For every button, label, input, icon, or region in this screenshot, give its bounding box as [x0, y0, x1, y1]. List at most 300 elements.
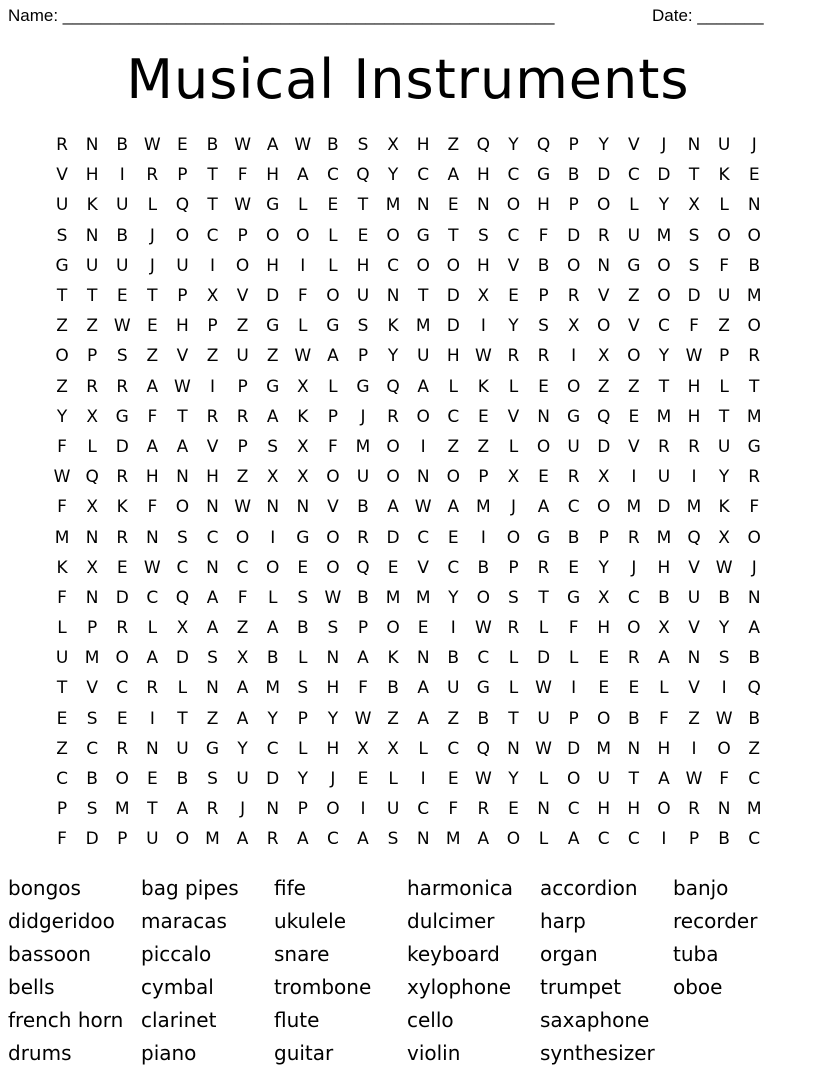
grid-letter[interactable]: Q: [175, 195, 190, 216]
grid-letter[interactable]: N: [747, 587, 761, 608]
grid-letter[interactable]: A: [658, 648, 670, 669]
grid-letter[interactable]: G: [567, 587, 581, 608]
grid-letter[interactable]: O: [175, 829, 190, 850]
grid-letter[interactable]: B: [86, 769, 98, 790]
grid-letter[interactable]: Y: [267, 708, 278, 729]
grid-letter[interactable]: A: [146, 436, 159, 457]
grid-letter[interactable]: R: [477, 799, 490, 820]
grid-letter[interactable]: H: [597, 799, 611, 820]
grid-letter[interactable]: X: [597, 587, 610, 608]
grid-letter[interactable]: A: [206, 587, 219, 608]
grid-letter[interactable]: C: [627, 165, 640, 186]
grid-letter[interactable]: P: [568, 195, 579, 216]
grid-letter[interactable]: A: [296, 165, 309, 186]
grid-letter[interactable]: O: [566, 769, 581, 790]
grid-letter[interactable]: V: [206, 436, 219, 457]
grid-letter[interactable]: X: [86, 557, 98, 578]
grid-letter[interactable]: S: [207, 769, 218, 790]
grid-letter[interactable]: M: [415, 587, 431, 608]
grid-letter[interactable]: H: [476, 165, 490, 186]
grid-letter[interactable]: N: [416, 829, 430, 850]
grid-letter[interactable]: K: [297, 406, 309, 427]
grid-letter[interactable]: T: [177, 708, 188, 729]
grid-letter[interactable]: E: [508, 799, 519, 820]
grid-letter[interactable]: R: [658, 436, 670, 457]
grid-letter[interactable]: F: [57, 587, 67, 608]
grid-letter[interactable]: L: [538, 769, 549, 790]
grid-letter[interactable]: V: [628, 436, 640, 457]
grid-letter[interactable]: S: [327, 618, 339, 639]
grid-letter[interactable]: J: [240, 799, 246, 820]
grid-letter[interactable]: M: [415, 316, 431, 337]
grid-letter[interactable]: W: [474, 346, 492, 367]
grid-letter[interactable]: O: [416, 255, 430, 276]
grid-letter[interactable]: U: [687, 587, 701, 608]
grid-letter[interactable]: B: [357, 497, 369, 518]
grid-letter[interactable]: R: [116, 376, 129, 397]
grid-letter[interactable]: S: [538, 316, 549, 337]
grid-letter[interactable]: R: [688, 799, 700, 820]
grid-letter[interactable]: M: [265, 678, 281, 699]
grid-letter[interactable]: R: [507, 618, 520, 639]
grid-letter[interactable]: N: [717, 799, 731, 820]
grid-letter[interactable]: A: [146, 648, 159, 669]
grid-letter[interactable]: E: [146, 769, 158, 790]
grid-letter[interactable]: X: [658, 618, 670, 639]
grid-letter[interactable]: S: [297, 587, 309, 608]
grid-letter[interactable]: W: [234, 497, 252, 518]
grid-letter[interactable]: E: [297, 557, 309, 578]
grid-letter[interactable]: R: [206, 799, 219, 820]
grid-letter[interactable]: G: [115, 406, 129, 427]
grid-letter[interactable]: K: [387, 648, 399, 669]
grid-letter[interactable]: M: [656, 406, 672, 427]
grid-letter[interactable]: L: [629, 195, 639, 216]
grid-letter[interactable]: Z: [387, 708, 399, 729]
grid-letter[interactable]: W: [474, 769, 492, 790]
grid-letter[interactable]: X: [567, 316, 580, 337]
grid-letter[interactable]: U: [176, 255, 189, 276]
grid-letter[interactable]: O: [476, 587, 491, 608]
grid-letter[interactable]: C: [417, 165, 430, 186]
grid-letter[interactable]: C: [657, 316, 670, 337]
grid-letter[interactable]: Q: [536, 135, 551, 156]
grid-letter[interactable]: I: [270, 527, 276, 548]
grid-letter[interactable]: M: [476, 497, 491, 518]
grid-letter[interactable]: U: [55, 648, 69, 669]
grid-letter[interactable]: X: [206, 286, 219, 307]
grid-letter[interactable]: I: [149, 708, 155, 729]
grid-letter[interactable]: L: [147, 618, 158, 639]
grid-letter[interactable]: D: [386, 527, 400, 548]
grid-letter[interactable]: E: [598, 648, 610, 669]
grid-letter[interactable]: C: [417, 527, 430, 548]
grid-letter[interactable]: Y: [327, 708, 339, 729]
grid-letter[interactable]: C: [206, 225, 219, 246]
grid-letter[interactable]: C: [447, 738, 460, 759]
grid-letter[interactable]: M: [114, 799, 130, 820]
grid-letter[interactable]: W: [715, 708, 733, 729]
grid-letter[interactable]: I: [661, 829, 667, 850]
grid-letter[interactable]: K: [718, 497, 730, 518]
grid-letter[interactable]: L: [388, 769, 398, 790]
grid-letter[interactable]: C: [176, 557, 189, 578]
grid-letter[interactable]: F: [57, 497, 67, 518]
grid-letter[interactable]: P: [297, 799, 308, 820]
grid-letter[interactable]: G: [536, 165, 551, 186]
grid-letter[interactable]: E: [387, 557, 399, 578]
grid-letter[interactable]: Z: [447, 436, 460, 457]
grid-letter[interactable]: U: [657, 467, 671, 488]
grid-letter[interactable]: F: [719, 769, 729, 790]
grid-letter[interactable]: Q: [476, 135, 491, 156]
grid-letter[interactable]: S: [86, 708, 98, 729]
grid-letter[interactable]: G: [266, 195, 280, 216]
grid-letter[interactable]: Z: [206, 708, 219, 729]
grid-letter[interactable]: Z: [56, 738, 68, 759]
grid-letter[interactable]: E: [447, 527, 459, 548]
grid-letter[interactable]: O: [627, 346, 641, 367]
grid-letter[interactable]: X: [236, 648, 249, 669]
grid-letter[interactable]: W: [234, 135, 252, 156]
grid-letter[interactable]: Z: [597, 376, 610, 397]
grid-letter[interactable]: B: [748, 708, 761, 729]
grid-letter[interactable]: E: [508, 286, 519, 307]
grid-letter[interactable]: A: [417, 376, 429, 397]
grid-letter[interactable]: B: [477, 557, 490, 578]
grid-letter[interactable]: A: [357, 648, 369, 669]
grid-letter[interactable]: B: [718, 829, 730, 850]
grid-letter[interactable]: O: [386, 225, 400, 246]
grid-letter[interactable]: I: [571, 678, 577, 699]
grid-letter[interactable]: N: [747, 195, 761, 216]
grid-letter[interactable]: G: [536, 527, 551, 548]
grid-letter[interactable]: U: [537, 708, 550, 729]
grid-letter[interactable]: A: [417, 708, 429, 729]
grid-letter[interactable]: C: [326, 165, 339, 186]
grid-letter[interactable]: N: [386, 286, 400, 307]
grid-letter[interactable]: O: [627, 618, 641, 639]
grid-letter[interactable]: R: [357, 527, 369, 548]
grid-letter[interactable]: V: [688, 618, 700, 639]
grid-letter[interactable]: C: [326, 829, 339, 850]
grid-letter[interactable]: X: [266, 467, 279, 488]
grid-letter[interactable]: V: [327, 497, 339, 518]
grid-letter[interactable]: C: [748, 829, 761, 850]
grid-letter[interactable]: I: [631, 467, 637, 488]
grid-letter[interactable]: O: [326, 799, 340, 820]
grid-letter[interactable]: P: [357, 346, 369, 367]
grid-letter[interactable]: E: [477, 406, 489, 427]
grid-letter[interactable]: L: [328, 255, 338, 276]
grid-letter[interactable]: B: [116, 135, 129, 156]
grid-letter[interactable]: N: [537, 406, 550, 427]
grid-letter[interactable]: S: [387, 829, 399, 850]
grid-letter[interactable]: E: [116, 557, 128, 578]
grid-letter[interactable]: U: [116, 255, 129, 276]
grid-letter[interactable]: M: [656, 527, 672, 548]
grid-letter[interactable]: A: [236, 678, 249, 699]
grid-letter[interactable]: Y: [718, 467, 730, 488]
grid-letter[interactable]: S: [688, 255, 700, 276]
grid-letter[interactable]: B: [266, 648, 279, 669]
grid-letter[interactable]: O: [326, 467, 340, 488]
grid-letter[interactable]: U: [717, 286, 731, 307]
grid-letter[interactable]: K: [387, 316, 399, 337]
grid-letter[interactable]: X: [387, 135, 399, 156]
grid-letter[interactable]: S: [357, 135, 369, 156]
grid-letter[interactable]: A: [477, 829, 490, 850]
grid-letter[interactable]: E: [568, 557, 580, 578]
grid-letter[interactable]: Z: [86, 316, 98, 337]
grid-letter[interactable]: V: [176, 346, 189, 367]
grid-letter[interactable]: M: [385, 195, 401, 216]
grid-letter[interactable]: F: [448, 799, 459, 820]
grid-letter[interactable]: M: [746, 406, 762, 427]
grid-letter[interactable]: T: [56, 286, 68, 307]
grid-letter[interactable]: X: [86, 497, 98, 518]
grid-letter[interactable]: X: [477, 286, 490, 307]
grid-letter[interactable]: L: [57, 618, 67, 639]
grid-letter[interactable]: O: [326, 286, 340, 307]
grid-letter[interactable]: B: [748, 255, 761, 276]
grid-letter[interactable]: X: [86, 406, 98, 427]
grid-letter[interactable]: H: [687, 406, 701, 427]
grid-letter[interactable]: L: [719, 376, 729, 397]
grid-letter[interactable]: A: [236, 829, 249, 850]
grid-letter[interactable]: G: [567, 406, 581, 427]
grid-letter[interactable]: P: [177, 286, 188, 307]
grid-letter[interactable]: O: [566, 255, 581, 276]
grid-letter[interactable]: P: [207, 316, 218, 337]
grid-letter[interactable]: Z: [266, 346, 279, 367]
grid-letter[interactable]: W: [174, 376, 191, 397]
grid-letter[interactable]: C: [507, 165, 520, 186]
grid-letter[interactable]: O: [566, 376, 581, 397]
grid-letter[interactable]: P: [327, 406, 339, 427]
grid-letter[interactable]: Z: [748, 738, 761, 759]
grid-letter[interactable]: P: [87, 346, 98, 367]
grid-letter[interactable]: E: [56, 708, 68, 729]
grid-letter[interactable]: S: [688, 225, 700, 246]
grid-letter[interactable]: T: [177, 406, 188, 427]
grid-letter[interactable]: X: [507, 467, 520, 488]
grid-letter[interactable]: M: [205, 829, 220, 850]
grid-letter[interactable]: V: [688, 557, 700, 578]
grid-letter[interactable]: V: [688, 678, 700, 699]
grid-letter[interactable]: D: [266, 286, 280, 307]
grid-letter[interactable]: O: [747, 225, 761, 246]
grid-letter[interactable]: W: [535, 678, 552, 699]
grid-letter[interactable]: W: [354, 708, 372, 729]
grid-letter[interactable]: X: [597, 467, 610, 488]
grid-letter[interactable]: B: [387, 678, 399, 699]
grid-letter[interactable]: O: [326, 557, 340, 578]
grid-letter[interactable]: S: [116, 346, 128, 367]
grid-letter[interactable]: K: [56, 557, 68, 578]
grid-letter[interactable]: T: [749, 376, 760, 397]
grid-letter[interactable]: G: [326, 316, 340, 337]
grid-letter[interactable]: O: [416, 406, 430, 427]
grid-letter[interactable]: F: [659, 708, 669, 729]
grid-letter[interactable]: L: [508, 376, 519, 397]
grid-letter[interactable]: U: [85, 255, 99, 276]
grid-letter[interactable]: L: [538, 618, 549, 639]
grid-letter[interactable]: M: [84, 648, 100, 669]
grid-letter[interactable]: N: [416, 467, 430, 488]
grid-letter[interactable]: E: [357, 769, 369, 790]
grid-letter[interactable]: L: [267, 587, 278, 608]
grid-letter[interactable]: B: [748, 648, 761, 669]
grid-letter[interactable]: M: [686, 497, 702, 518]
grid-letter[interactable]: R: [537, 346, 550, 367]
grid-letter[interactable]: F: [147, 406, 158, 427]
grid-letter[interactable]: A: [176, 799, 189, 820]
grid-letter[interactable]: H: [446, 346, 460, 367]
grid-letter[interactable]: E: [327, 195, 339, 216]
grid-letter[interactable]: I: [480, 527, 486, 548]
grid-letter[interactable]: L: [298, 738, 308, 759]
grid-letter[interactable]: C: [266, 738, 279, 759]
grid-letter[interactable]: N: [627, 738, 641, 759]
grid-letter[interactable]: V: [628, 135, 640, 156]
grid-letter[interactable]: F: [57, 829, 67, 850]
grid-letter[interactable]: H: [657, 557, 671, 578]
grid-letter[interactable]: L: [448, 376, 458, 397]
grid-letter[interactable]: Q: [747, 678, 761, 699]
grid-letter[interactable]: B: [206, 135, 219, 156]
grid-letter[interactable]: Y: [508, 769, 519, 790]
grid-letter[interactable]: A: [206, 618, 219, 639]
grid-letter[interactable]: O: [115, 769, 129, 790]
grid-letter[interactable]: Y: [56, 406, 68, 427]
grid-letter[interactable]: D: [657, 165, 671, 186]
grid-letter[interactable]: E: [628, 678, 640, 699]
grid-letter[interactable]: M: [445, 829, 461, 850]
grid-letter[interactable]: I: [119, 165, 125, 186]
grid-letter[interactable]: U: [416, 346, 430, 367]
grid-letter[interactable]: E: [116, 708, 128, 729]
grid-letter[interactable]: J: [631, 557, 637, 578]
grid-letter[interactable]: X: [296, 467, 309, 488]
grid-letter[interactable]: Y: [448, 587, 459, 608]
grid-letter[interactable]: T: [538, 587, 549, 608]
grid-letter[interactable]: R: [567, 286, 580, 307]
grid-letter[interactable]: Q: [175, 587, 190, 608]
grid-letter[interactable]: M: [656, 225, 672, 246]
grid-letter[interactable]: D: [687, 286, 701, 307]
grid-letter[interactable]: L: [719, 195, 729, 216]
grid-letter[interactable]: N: [85, 587, 99, 608]
grid-letter[interactable]: F: [538, 225, 549, 246]
grid-letter[interactable]: U: [627, 225, 641, 246]
grid-letter[interactable]: H: [326, 678, 340, 699]
grid-letter[interactable]: H: [537, 195, 550, 216]
grid-letter[interactable]: I: [300, 255, 306, 276]
grid-letter[interactable]: B: [658, 587, 670, 608]
grid-letter[interactable]: P: [538, 286, 549, 307]
grid-letter[interactable]: D: [657, 497, 671, 518]
grid-letter[interactable]: W: [294, 346, 312, 367]
grid-letter[interactable]: E: [628, 406, 640, 427]
grid-letter[interactable]: F: [297, 286, 308, 307]
grid-letter[interactable]: B: [176, 769, 189, 790]
grid-letter[interactable]: I: [210, 376, 216, 397]
grid-letter[interactable]: N: [537, 799, 550, 820]
grid-letter[interactable]: C: [627, 587, 640, 608]
grid-letter[interactable]: N: [206, 497, 219, 518]
grid-letter[interactable]: C: [86, 738, 99, 759]
grid-letter[interactable]: S: [718, 648, 730, 669]
grid-letter[interactable]: T: [147, 286, 158, 307]
grid-letter[interactable]: A: [567, 829, 580, 850]
grid-letter[interactable]: C: [567, 799, 580, 820]
grid-letter[interactable]: R: [567, 467, 580, 488]
grid-letter[interactable]: W: [143, 557, 161, 578]
grid-letter[interactable]: H: [597, 618, 611, 639]
grid-letter[interactable]: U: [386, 799, 400, 820]
grid-letter[interactable]: L: [508, 648, 519, 669]
grid-letter[interactable]: G: [627, 255, 641, 276]
grid-letter[interactable]: G: [296, 527, 310, 548]
grid-letter[interactable]: S: [508, 587, 519, 608]
grid-letter[interactable]: H: [206, 467, 219, 488]
grid-letter[interactable]: L: [177, 678, 188, 699]
grid-letter[interactable]: D: [567, 738, 581, 759]
grid-letter[interactable]: O: [55, 346, 69, 367]
grid-letter[interactable]: Z: [628, 286, 640, 307]
grid-letter[interactable]: C: [597, 829, 610, 850]
grid-letter[interactable]: R: [597, 225, 610, 246]
grid-letter[interactable]: O: [175, 225, 190, 246]
grid-letter[interactable]: O: [657, 286, 671, 307]
grid-letter[interactable]: W: [53, 467, 71, 488]
grid-letter[interactable]: E: [538, 467, 549, 488]
grid-letter[interactable]: L: [568, 648, 579, 669]
grid-letter[interactable]: B: [357, 587, 369, 608]
grid-letter[interactable]: I: [360, 799, 366, 820]
grid-letter[interactable]: U: [176, 738, 189, 759]
grid-letter[interactable]: L: [298, 316, 308, 337]
grid-letter[interactable]: Z: [236, 316, 249, 337]
grid-letter[interactable]: W: [474, 618, 492, 639]
grid-letter[interactable]: R: [146, 678, 159, 699]
grid-letter[interactable]: C: [507, 225, 520, 246]
grid-letter[interactable]: B: [567, 527, 580, 548]
grid-letter[interactable]: W: [535, 738, 552, 759]
grid-letter[interactable]: P: [508, 557, 519, 578]
grid-letter[interactable]: C: [236, 557, 249, 578]
grid-letter[interactable]: Q: [356, 165, 370, 186]
grid-letter[interactable]: R: [688, 436, 700, 457]
grid-letter[interactable]: Y: [658, 346, 670, 367]
grid-letter[interactable]: I: [210, 255, 216, 276]
grid-letter[interactable]: R: [627, 648, 640, 669]
grid-letter[interactable]: W: [294, 135, 312, 156]
grid-letter[interactable]: Q: [597, 406, 611, 427]
grid-letter[interactable]: O: [266, 225, 280, 246]
grid-letter[interactable]: V: [597, 286, 610, 307]
grid-letter[interactable]: O: [536, 436, 551, 457]
grid-letter[interactable]: Y: [508, 135, 519, 156]
grid-letter[interactable]: R: [627, 527, 640, 548]
grid-letter[interactable]: K: [116, 497, 128, 518]
grid-letter[interactable]: T: [688, 165, 700, 186]
grid-letter[interactable]: J: [661, 135, 667, 156]
grid-letter[interactable]: L: [147, 195, 158, 216]
grid-letter[interactable]: E: [598, 678, 610, 699]
grid-letter[interactable]: U: [597, 769, 610, 790]
